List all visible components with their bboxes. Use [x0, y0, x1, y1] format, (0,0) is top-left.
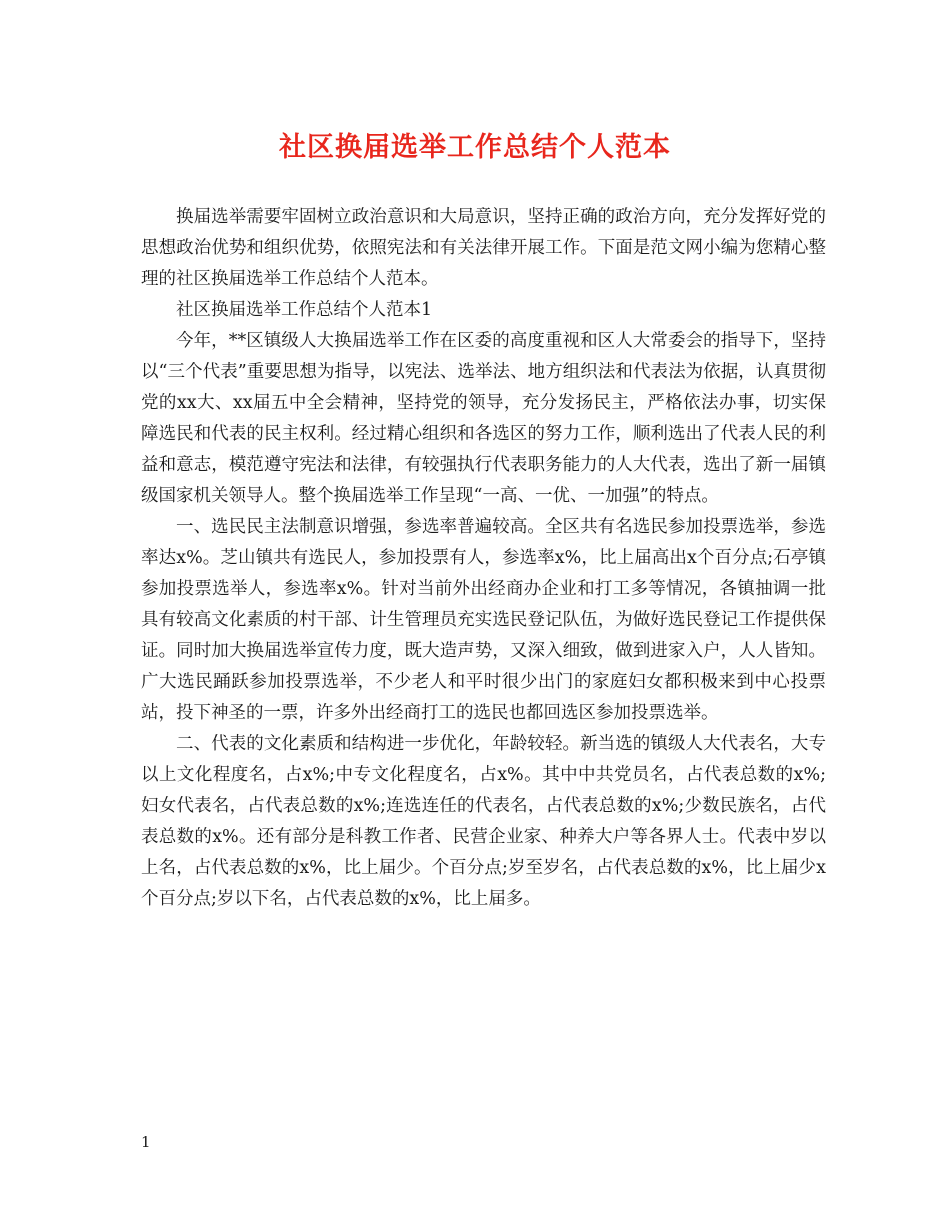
- page-number: 1: [141, 1133, 151, 1151]
- document-title: 社区换届选举工作总结个人范本: [279, 132, 671, 163]
- document-body: [141, 202, 826, 915]
- body-paragraph: 二、代表的文化素质和结构进一步优化，年龄较轻。新当选的镇级人大代表名，大专以上文化程度名，占x%;中专文化程度名，占x%。其中中共党员名，占代表总数的x%;妇女代表名，占代表总数的x%;连选连任的代表名，占代表总数的x%;少数民族名，占代表总数的x%。还有部分是科教工作者、民营企业家、种养大户等各界人士。代表中岁以上名，占代表总数的x%，比上届少。个百分点;岁至岁名，占代表总数的x%，比上届少x个百分点;岁以下名，占代表总数的x%，比上届多。: [141, 734, 826, 909]
- body-paragraph: 一、选民民主法制意识增强，参选率普遍较高。全区共有名选民参加投票选举，参选率达x%。芝山镇共有选民人，参加投票有人，参选率x%，比上届高出x个百分点;石亭镇参加投票选举人，参选率x%。针对当前外出经商办企业和打工多等情况，各镇抽调一批具有较高文化素质的村干部、计生管理员充实选民登记队伍，为做好选民登记工作提供保证。同时加大换届选举宣传力度，既大造声势，又深入细致，做到进家入户，人人皆知。广大选民踊跃参加投票选举，不少老人和平时很少出门的家庭妇女都积极来到中心投票站，投下神圣的一票，许多外出经商打工的选民也都回选区参加投票选举。: [141, 517, 826, 723]
- intro-paragraph: 换届选举需要牢固树立政治意识和大局意识，坚持正确的政治方向，充分发挥好党的思想政治优势和组织优势，依照宪法和有关法律开展工作。下面是范文网小编为您精心整理的社区换届选举工作总结个人范本。: [141, 207, 826, 289]
- body-paragraph: 今年，**区镇级人大换届选举工作在区委的高度重视和区人大常委会的指导下，坚持以“三个代表”重要思想为指导，以宪法、选举法、地方组织法和代表法为依据，认真贯彻党的xx大、xx届五中全会精神，坚持党的领导，充分发扬民主，严格依法办事，切实保障选民和代表的民主权利。经过精心组织和各选区的努力工作，顺利选出了代表人民的利益和意志，模范遵守宪法和法律，有较强执行代表职务能力的人大代表，选出了新一届镇级国家机关领导人。整个换届选举工作呈现“一高、一优、一加强”的特点。: [141, 331, 826, 506]
- section-heading: 社区换届选举工作总结个人范本1: [176, 300, 433, 320]
